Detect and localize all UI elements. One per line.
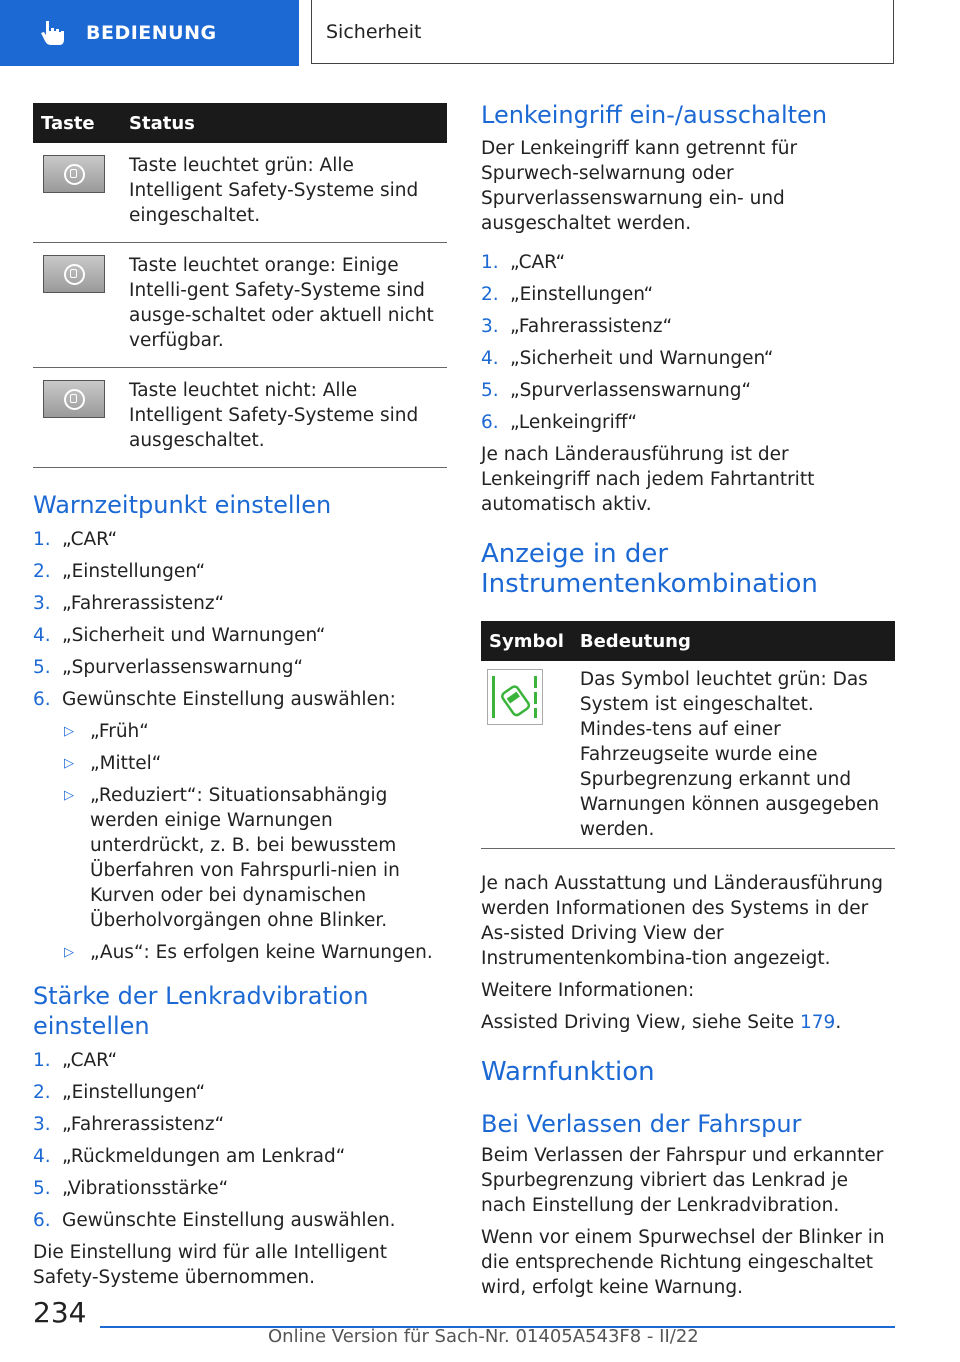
- vibration-steps: [33, 1048, 447, 1233]
- page-number: 234: [33, 1296, 87, 1329]
- paragraph: Die Einstellung wird für alle Intelligent Safety-Systeme übernommen.: [33, 1242, 387, 1288]
- triangle-bullet-icon: ▷: [64, 788, 74, 803]
- left-column: [33, 103, 447, 1290]
- table-row: [33, 368, 447, 468]
- right-column: [481, 100, 895, 1300]
- safety-key-icon: [43, 155, 105, 193]
- list-item: 1. „CAR“: [33, 1050, 118, 1071]
- safety-key-icon: [43, 380, 105, 418]
- section-heading: Lenkeingriff ein-/ausschalten: [481, 101, 828, 129]
- table-row: [481, 661, 895, 849]
- table-header: Symbol: [481, 621, 572, 661]
- triangle-bullet-icon: ▷: [64, 724, 74, 739]
- page-link[interactable]: 179: [800, 1012, 836, 1033]
- triangle-bullet-icon: ▷: [64, 945, 74, 960]
- table-cell: Taste leuchtet nicht: Alle Intelligent Safety-Systeme sind ausgeschaltet.: [121, 368, 447, 468]
- paragraph: Je nach Ausstattung und Länderausführung werden Informationen des Systems in der As-sisted Driving View der Instrumentenkombina-tion angezeigt.: [481, 873, 884, 969]
- topic-title: Sicherheit: [326, 20, 422, 43]
- table-row: [33, 243, 447, 368]
- subsection-heading: Bei Verlassen der Fahrspur: [481, 1110, 802, 1138]
- list-item: 2. „Einstellungen“: [33, 1082, 206, 1103]
- list-item: 5. „Spurverlassenswarnung“: [481, 380, 752, 401]
- list-item: 6. „Lenkeingriff“: [481, 412, 638, 433]
- status-table: [33, 103, 447, 468]
- list-item: ▷ „Früh“: [64, 721, 149, 742]
- list-item: 4. „Sicherheit und Warnungen“: [481, 348, 774, 369]
- list-item: 5. „Spurverlassenswarnung“: [33, 657, 304, 678]
- section-heading: Stärke der Lenkradvibration einstellen: [33, 982, 369, 1040]
- paragraph: Der Lenkeingriff kann getrennt für Spurwech-selwarnung oder Spurverlassenswarnung ein- und ausgeschaltet werden.: [481, 138, 798, 234]
- symbol-table: [481, 621, 895, 849]
- list-item: 4. „Rückmeldungen am Lenkrad“: [33, 1146, 346, 1167]
- list-item: 1. „CAR“: [33, 529, 118, 550]
- hand-pointer-icon: [38, 18, 68, 48]
- triangle-bullet-icon: ▷: [64, 756, 74, 771]
- lenkeingriff-steps: [481, 250, 895, 435]
- table-row: [33, 143, 447, 243]
- list-item: 5. „Vibrationsstärke“: [33, 1178, 229, 1199]
- list-item: ▷ „Aus“: Es erfolgen keine Warnungen.: [64, 942, 433, 963]
- table-cell: Taste leuchtet grün: Alle Intelligent Safety-Systeme sind eingeschaltet.: [121, 143, 447, 243]
- topic-header: [311, 0, 894, 64]
- list-item: 4. „Sicherheit und Warnungen“: [33, 625, 326, 646]
- section-title: BEDIENUNG: [86, 22, 217, 44]
- list-item: 2. „Einstellungen“: [481, 284, 654, 305]
- list-item: 3. „Fahrerassistenz“: [481, 316, 673, 337]
- section-heading: Warnzeitpunkt einstellen: [33, 491, 332, 519]
- paragraph: Wenn vor einem Spurwechsel der Blinker in die entsprechende Richtung eingeschaltet wird, erfolgt keine Warnung.: [481, 1227, 885, 1298]
- table-cell: Taste leuchtet orange: Einige Intelli-gent Safety-Systeme sind ausge-schaltet oder aktuell nicht verfügbar.: [121, 243, 447, 368]
- paragraph: Assisted Driving View, siehe Seite 179.: [481, 1012, 842, 1033]
- table-cell: Das Symbol leuchtet grün: Das System ist eingeschaltet. Mindes-tens auf einer Fahrzeugseite wurde eine Spurbegrenzung erkannt und Warnungen können ausgegeben werden.: [572, 661, 895, 849]
- list-item: 6. Gewünschte Einstellung auswählen.: [33, 1210, 396, 1231]
- safety-key-icon: [43, 255, 105, 293]
- list-item: 3. „Fahrerassistenz“: [33, 593, 225, 614]
- lane-departure-icon: [487, 669, 543, 725]
- paragraph: Je nach Länderausführung ist der Lenkeingriff nach jedem Fahrtantritt automatisch aktiv.: [481, 444, 815, 515]
- table-header: Status: [121, 103, 447, 143]
- table-header: Bedeutung: [572, 621, 895, 661]
- warnzeitpunkt-steps: [33, 527, 447, 712]
- list-item: 3. „Fahrerassistenz“: [33, 1114, 225, 1135]
- paragraph: Weitere Informationen:: [481, 980, 695, 1001]
- table-header: Taste: [33, 103, 121, 143]
- paragraph: Beim Verlassen der Fahrspur und erkannter Spurbegrenzung vibriert das Lenkrad je nach Einstellung der Lenkradvibration.: [481, 1145, 884, 1216]
- list-item: 2. „Einstellungen“: [33, 561, 206, 582]
- section-heading: Warnfunktion: [481, 1057, 655, 1087]
- option-list: [33, 719, 447, 965]
- footer-note: Online Version für Sach-Nr. 01405A543F8 - II/22: [268, 1326, 699, 1347]
- list-item: 6. Gewünschte Einstellung auswählen:: [33, 689, 396, 710]
- section-tab[interactable]: [0, 0, 299, 66]
- list-item: ▷ „Reduziert“: Situationsabhängig werden einige Warnungen unterdrückt, z. B. bei bewusstem Überfahren von Fahrspurli-nien in Kurven oder bei dynamischen Überholvorgängen ohne Blinker.: [64, 785, 400, 931]
- section-heading: Anzeige in der Instrumentenkombination: [481, 539, 818, 599]
- list-item: 1. „CAR“: [481, 252, 566, 273]
- list-item: ▷ „Mittel“: [64, 753, 162, 774]
